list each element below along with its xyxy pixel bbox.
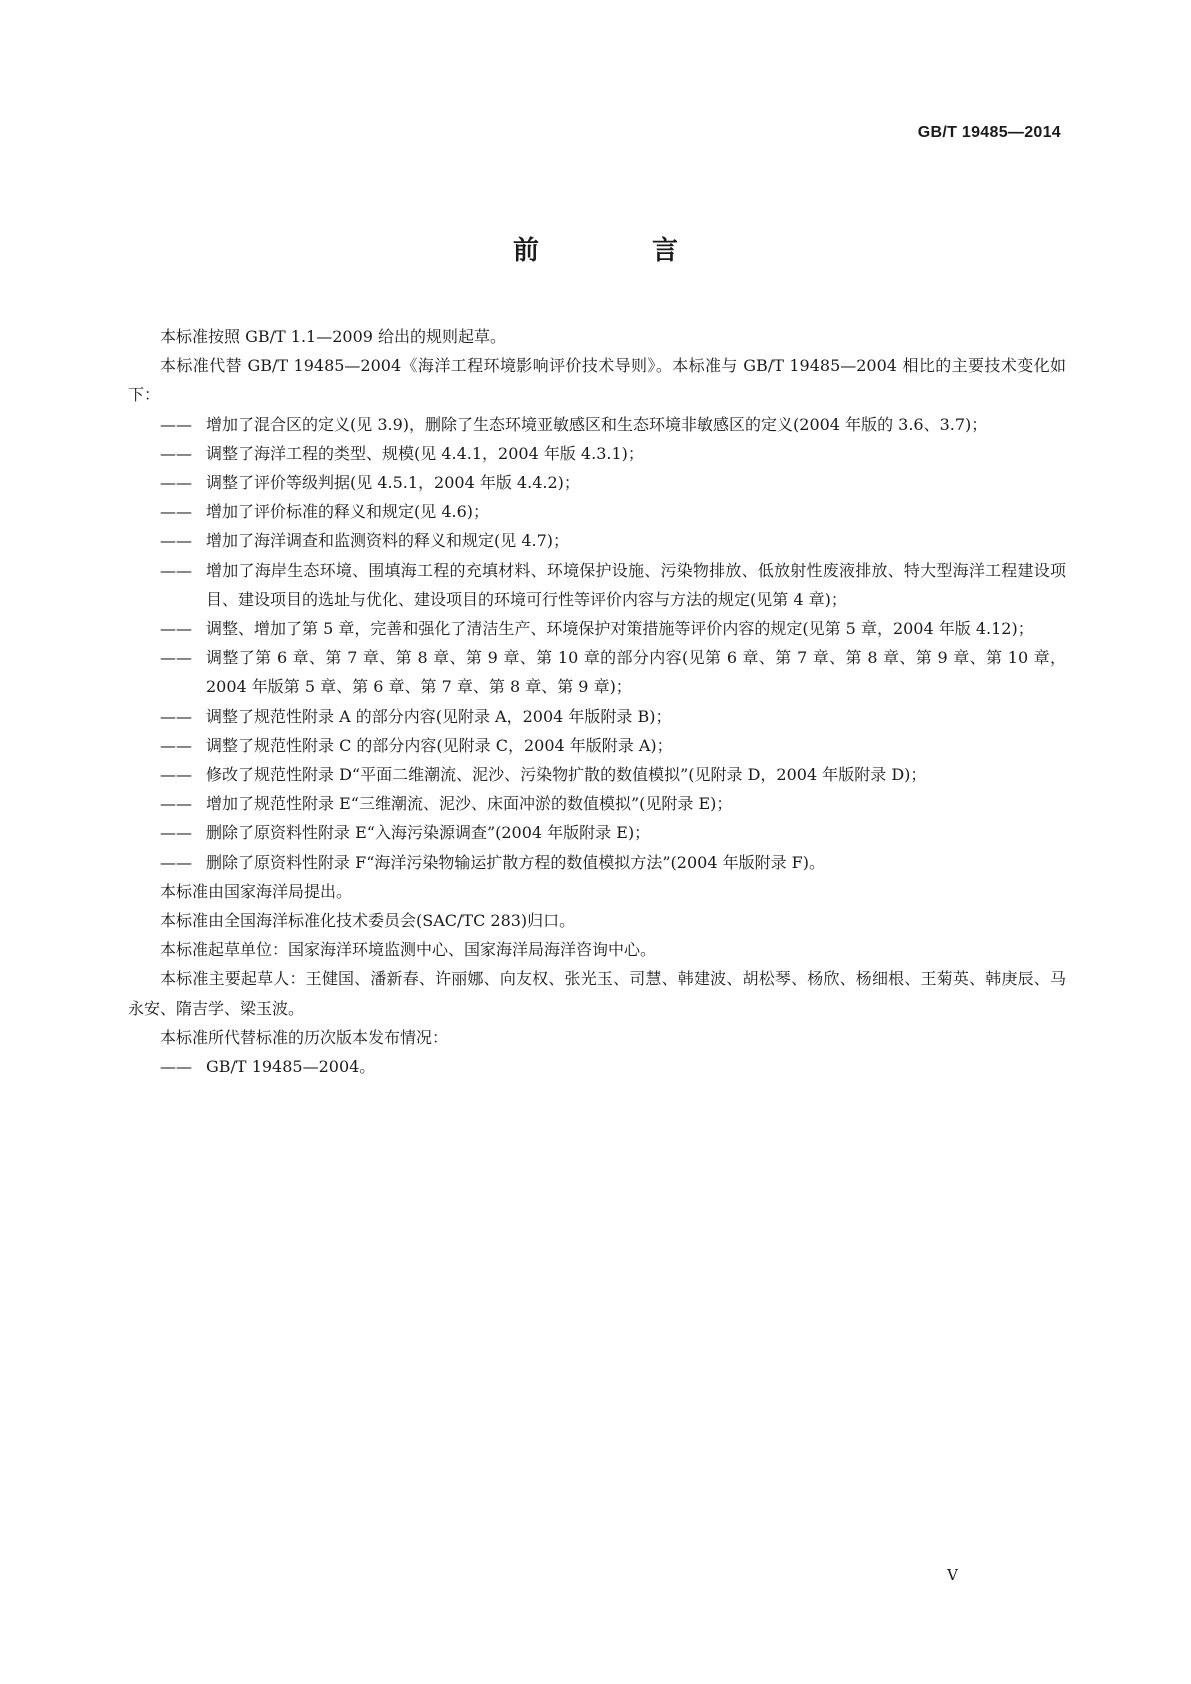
list-item <box>128 526 1066 555</box>
standard-code: GB/T 19485—2014 <box>917 124 1061 141</box>
list-item <box>128 410 1066 439</box>
list-item <box>128 556 1066 614</box>
page-number: V <box>947 1566 958 1584</box>
list-item-text: 调整了海洋工程的类型、规模(见 4.4.1，2004 年版 4.3.1)； <box>206 443 644 463</box>
list-item <box>128 818 1066 847</box>
history-list <box>128 1052 1066 1081</box>
list-item <box>128 1052 1066 1081</box>
paragraph-version-history: 本标准所代替标准的历次版本发布情况： <box>160 1027 449 1047</box>
list-item <box>128 643 1066 701</box>
list-item <box>128 789 1066 818</box>
dash-marker: —— <box>160 648 192 668</box>
list-item-text: 删除了原资料性附录 F“海洋污染物输运扩散方程的数值模拟方法”(2004 年版附录 F)。 <box>206 852 826 872</box>
list-item-text: 调整了评价等级判据(见 4.5.1，2004 年版 4.4.2)； <box>206 473 580 493</box>
dash-marker: —— <box>160 619 192 639</box>
dash-marker: —— <box>160 794 192 814</box>
page-title: 前 言 <box>512 236 731 266</box>
dash-marker: —— <box>160 706 192 726</box>
paragraph-drafting-rules: 本标准按照 GB/T 1.1—2009 给出的规则起草。 <box>160 327 507 346</box>
paragraph-technical-committee: 本标准由全国海洋标准化技术委员会(SAC/TC 283)归口。 <box>160 911 576 931</box>
list-item-text: 修改了规范性附录 D“平面二维潮流、泥沙、污染物扩散的数值模拟”(见附录 D，2004 年版附录 D)； <box>206 765 927 785</box>
list-item <box>128 848 1066 877</box>
list-item <box>128 439 1066 468</box>
list-item-text: 增加了规范性附录 E“三维潮流、泥沙、床面冲淤的数值模拟”(见附录 E)； <box>206 794 733 814</box>
list-item-text: 删除了原资料性附录 E“入海污染源调查”(2004 年版附录 E)； <box>206 823 651 843</box>
paragraph-replacement: 本标准代替 GB/T 19485—2004《海洋工程环境影响评价技术导则》。本标准与 GB/T 19485—2004 相比的主要技术变化如下： <box>128 356 1066 405</box>
list-item-text: 增加了评价标准的释义和规定(见 4.6)； <box>206 502 490 522</box>
list-item-text: 增加了海岸生态环境、围填海工程的充填材料、环境保护设施、污染物排放、低放射性废液排放、特大型海洋工程建设项目、建设项目的选址与优化、建设项目的环境可行性等评价内容与方法的规定(见第 4 章)； <box>206 560 1066 609</box>
dash-marker: —— <box>160 765 192 785</box>
list-item <box>128 497 1066 526</box>
changes-list <box>128 410 1066 877</box>
paragraph-drafting-units: 本标准起草单位：国家海洋环境监测中心、国家海洋局海洋咨询中心。 <box>160 940 657 960</box>
paragraph-proposer: 本标准由国家海洋局提出。 <box>160 881 353 901</box>
dash-marker: —— <box>160 473 192 493</box>
list-item-text: 增加了海洋调查和监测资料的释义和规定(见 4.7)； <box>206 531 570 551</box>
dash-marker: —— <box>160 414 192 434</box>
document-body <box>128 322 1066 1081</box>
dash-marker: —— <box>160 852 192 872</box>
list-item <box>128 468 1066 497</box>
list-item <box>128 731 1066 760</box>
list-item-text: 调整了规范性附录 C 的部分内容(见附录 C，2004 年版附录 A)； <box>206 735 673 755</box>
paragraph-drafters: 本标准主要起草人：王健国、潘新春、许丽娜、向友权、张光玉、司慧、韩建波、胡松琴、杨欣、杨细根、王菊英、韩庚辰、马永安、隋吉学、梁玉波。 <box>128 969 1066 1018</box>
list-item <box>128 614 1066 643</box>
dash-marker: —— <box>160 823 192 843</box>
dash-marker: —— <box>160 502 192 522</box>
list-item-text: 调整、增加了第 5 章，完善和强化了清洁生产、环境保护对策措施等评价内容的规定(见第 5 章，2004 年版 4.12)； <box>206 619 1034 639</box>
dash-marker: —— <box>160 1057 192 1077</box>
dash-marker: —— <box>160 560 192 580</box>
list-item-text: 增加了混合区的定义(见 3.9)，删除了生态环境亚敏感区和生态环境非敏感区的定义(2004 年版的 3.6、3.7)； <box>206 414 988 434</box>
dash-marker: —— <box>160 443 192 463</box>
list-item-text: GB/T 19485—2004。 <box>206 1057 376 1077</box>
list-item <box>128 760 1066 789</box>
list-item-text: 调整了规范性附录 A 的部分内容(见附录 A，2004 年版附录 B)； <box>206 706 672 726</box>
dash-marker: —— <box>160 735 192 755</box>
list-item <box>128 702 1066 731</box>
list-item-text: 调整了第 6 章、第 7 章、第 8 章、第 9 章、第 10 章的部分内容(见第 6 章、第 7 章、第 8 章、第 9 章、第 10 章，2004 年版第 5 章、第 6 章、第 7 章、第 8 章、第 9 章)； <box>206 648 1066 697</box>
dash-marker: —— <box>160 531 192 551</box>
